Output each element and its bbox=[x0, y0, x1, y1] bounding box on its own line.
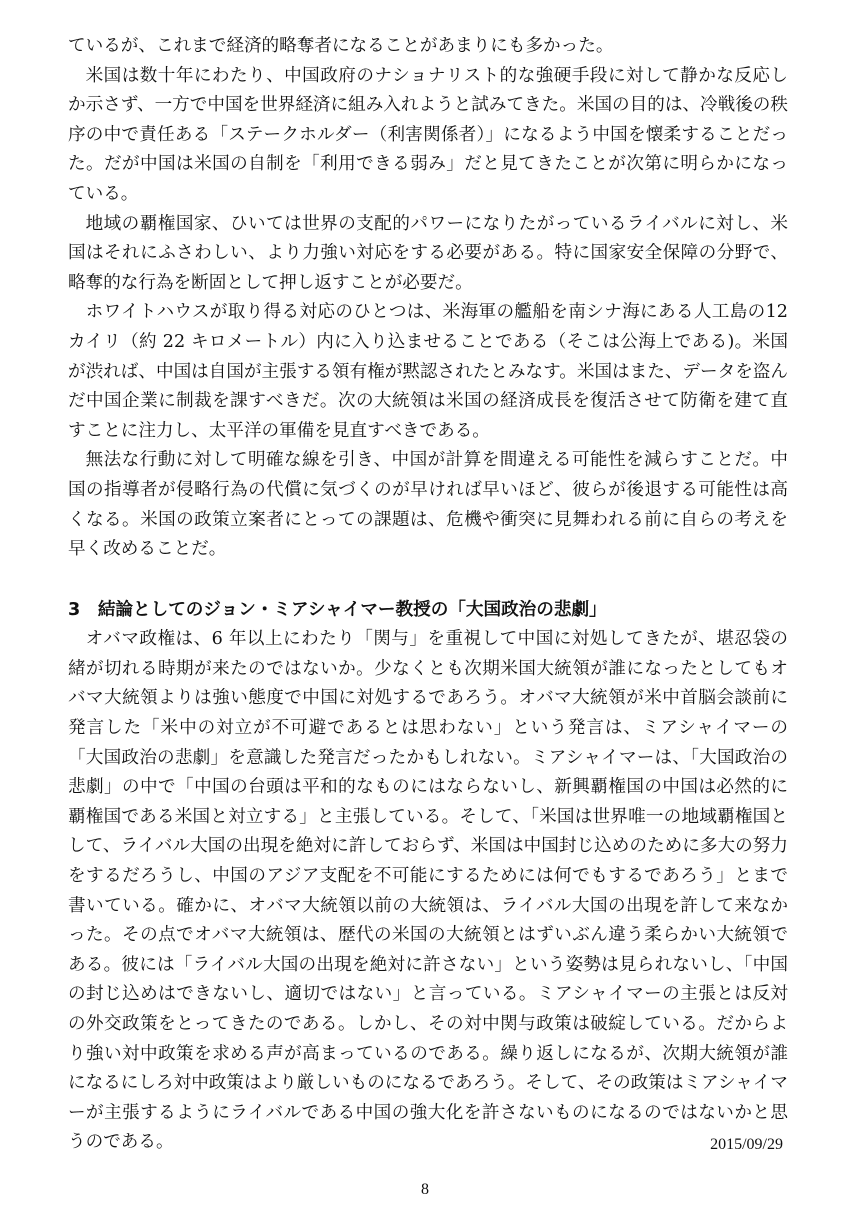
paragraph-continuation: ているが、これまで経済的略奪者になることがあまりにも多かった。 bbox=[68, 36, 614, 56]
paragraph-clear-line: 無法な行動に対して明確な線を引き、中国が計算を間違える可能性を減らすことだ。中国の指導者が侵略行為の代償に気づくのが早ければ早いほど、彼らが後退する可能性は高くなる。米国の政策立案者にとっての課題は、危機や衝突に見舞われる前に自らの考えを早く改めることだ。 bbox=[68, 450, 788, 560]
document-date: 2015/09/29 bbox=[710, 1136, 783, 1153]
section-spacer bbox=[68, 565, 788, 596]
paragraph-white-house-options: ホワイトハウスが取り得る対応のひとつは、米海軍の艦船を南シナ海にある人工島の12 カイリ（約 22 キロメートル）内に入り込ませることである（そこは公海上である)。米国が渋れば、中国は自国が主張する領有権が黙認されたとみなす。米国はまた、データを盗んだ中国企業に制裁を課すべきだ。次の大統領は米国の経済成長を復活させて防衛を建て直すことに注力し、太平洋の軍備を見直すべきである。 bbox=[68, 302, 788, 441]
paragraph-conclusion: オバマ政権は、6 年以上にわたり「関与」を重視して中国に対処してきたが、堪忍袋の緒が切れる時期が来たのではないか。少なくとも次期米国大統領が誰になったとしてもオバマ大統領よりは強い態度で中国に対処するであろう。オバマ大統領が米中首脳会談前に発言した「米中の対立が不可避であるとは思わない」という発言は、ミアシャイマーの「大国政治の悲劇」を意識した発言だったかもしれない。ミアシャイマーは、「大国政治の悲劇」の中で「中国の台頭は平和的なものにはならないし、新興覇権国の中国は必然的に覇権国である米国と対立する」と主張している。そして、「米国は世界唯一の地域覇権国として、ライバル大国の出現を絶対に許しておらず、米国は中国封じ込めのために多大の努力をするだろうし、中国のアジア支配を不可能にするためには何でもするであろう」とまで書いている。確かに、オバマ大統領以前の大統領は、ライバル大国の出現を許して来なかった。その点でオバマ大統領は、歴代の米国の大統領とはずいぶん違う柔らかい大統領である。彼には「ライバル大国の出現を絶対に許さない」という姿勢は見られないし、「中国の封じ込めはできないし、適切ではない」と言っている。ミアシャイマーの主張とは反対の外交政策をとってきたのである。しかし、その対中関与政策は破綻している。だからより強い対中政策を求める声が高まっているのである。繰り返しになるが、次期大統領が誰になるにしろ対中政策はより厳しいものになるであろう。そして、その政策はミアシャイマーが主張するようにライバルである中国の強大化を許さないものになるのではないかと思うのである。 bbox=[68, 629, 788, 1153]
document-body bbox=[68, 32, 788, 1158]
paragraph-us-restraint: 米国は数十年にわたり、中国政府のナショナリスト的な強硬手段に対して静かな反応しか示さず、一方で中国を世界経済に組み入れようと試みてきた。米国の目的は、冷戦後の秩序の中で責任ある「ステークホルダー（利害関係者）」になるよう中国を懐柔することだった。だが中国は米国の自制を「利用できる弱み」だと見てきたことが次第に明らかになっている。 bbox=[68, 65, 788, 204]
page-number: 8 bbox=[421, 1181, 429, 1198]
paragraph-stronger-response: 地域の覇権国家、ひいては世界の支配的パワーになりたがっているライバルに対し、米国はそれにふさわしい、より力強い対応をする必要がある。特に国家安全保障の分野で、略奪的な行為を断固として押し返すことが必要だ。 bbox=[68, 213, 788, 293]
section-heading: 3 結論としてのジョン・ミアシャイマー教授の「大国政治の悲劇」 bbox=[68, 599, 607, 620]
